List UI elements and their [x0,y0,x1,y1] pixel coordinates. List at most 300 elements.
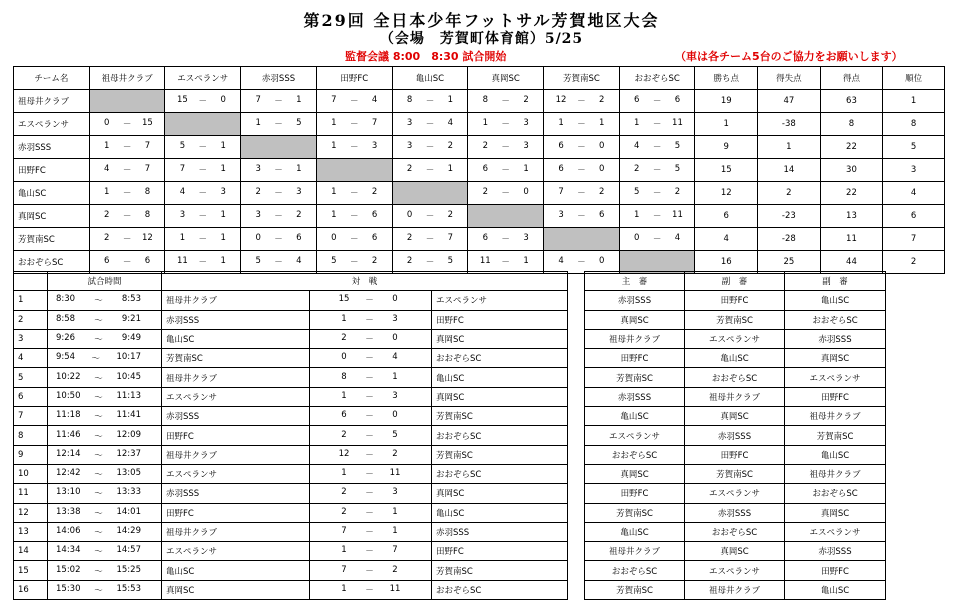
score-dash: － [501,235,510,245]
table-row [14,182,945,205]
assistant-referee: 真岡SC [685,407,785,426]
home-score: 12 [338,448,350,459]
away-team: 芳賀南SC [432,445,568,464]
home-team: 亀山SC [162,561,310,580]
assistant-referee: 真岡SC [785,349,886,368]
end-time: 15:53 [116,583,141,594]
score-dash: － [349,120,359,130]
main-referee: 芳賀南SC [585,368,685,387]
time-tilde: ～ [94,585,103,596]
score-dash: － [501,97,510,107]
score-dash: － [501,143,510,153]
score-against: 11 [672,118,683,128]
table-row [14,464,568,483]
assistant-referee: おおぞらSC [685,368,785,387]
time-tilde: ～ [94,450,103,461]
score-dash: － [652,235,662,245]
home-score: 2 [341,506,347,517]
assistant-referee: 芳賀南SC [685,464,785,483]
start-time: 15:30 [56,583,81,594]
score-for: 6 [482,233,489,243]
score-cell [468,182,544,205]
team-name: 赤羽SSS [14,136,90,159]
score-for: 5 [331,256,337,266]
main-referee: 赤羽SSS [585,387,685,406]
end-time: 14:29 [116,526,141,536]
table-row [14,387,568,406]
team-name: おおぞらSC [14,251,90,274]
score-dash: － [577,166,586,176]
score-against: 2 [599,95,605,105]
score-dash: － [577,189,586,199]
assistant-referee: 田野FC [785,387,886,406]
score-dash: － [365,585,374,596]
home-team: エスペランサ [162,542,310,561]
match-time [48,445,162,464]
table-row [14,310,568,329]
time-tilde: ～ [94,508,103,519]
score-cell [241,228,317,251]
score-dash: － [122,212,132,222]
score-for: 7 [558,187,564,197]
score-for: 1 [634,210,640,220]
score-dash: － [274,212,283,222]
match-score [310,310,432,329]
match-time [48,368,162,387]
rank-cell: 5 [883,136,945,159]
score-for: 5 [179,141,186,151]
score-cell [241,205,317,228]
score-for: 2 [104,210,110,220]
table-row [585,542,886,561]
score-against: 2 [296,210,302,220]
away-team: おおぞらSC [432,464,568,483]
main-referee: 亀山SC [585,522,685,541]
assistant-referee: おおぞらSC [685,522,785,541]
match-score [310,484,432,503]
points-cell: 15 [695,159,758,182]
score-against: 2 [599,187,605,197]
table-row [585,310,886,329]
score-for: 1 [482,118,489,128]
score-dash: － [425,258,435,268]
score-against: 2 [523,95,529,105]
score-cell [89,205,165,228]
score-for: 1 [255,118,261,128]
score-cell [89,182,165,205]
goals-cell: 44 [820,251,883,274]
goals-cell: 63 [820,90,883,113]
match-number: 7 [14,407,48,426]
start-time: 8:58 [56,313,76,324]
score-for: 1 [331,141,337,151]
score-cell [165,159,241,182]
match-score [310,387,432,406]
table-row [14,445,568,464]
score-for: 1 [558,118,564,128]
score-for: 6 [558,141,564,151]
score-dash: － [365,296,374,307]
score-for: 2 [255,187,261,197]
assistant-referee: エスペランサ [685,561,785,580]
score-against: 5 [674,141,681,151]
score-for: 11 [177,256,188,266]
goal-diff-cell: -23 [758,205,821,228]
score-cell [89,159,165,182]
end-time: 11:41 [116,410,141,421]
table-row [585,484,886,503]
score-cell [89,136,165,159]
table-row [14,228,945,251]
assistant-referee: 芳賀南SC [685,310,785,329]
score-dash: － [122,189,132,199]
away-score: 0 [392,294,398,305]
table-row [14,329,568,348]
score-dash: － [425,166,435,176]
score-dash: － [365,354,374,365]
score-against: 4 [296,256,302,266]
score-dash: － [349,212,359,222]
home-score: 2 [341,333,347,344]
main-referee: 祖母井クラブ [585,542,685,561]
match-time [48,542,162,561]
parking-note: （車は各チーム5台のご協力をお願いします） [675,50,903,63]
table-row [585,561,886,580]
end-time: 9:49 [121,333,141,344]
score-for: 1 [331,210,337,220]
score-cell [89,228,165,251]
start-time: 14:34 [56,545,81,556]
score-cell [619,159,695,182]
away-team: 真岡SC [432,329,568,348]
start-time: 11:18 [56,410,81,421]
score-against: 3 [523,233,529,243]
score-dash: － [349,189,359,199]
score-for: 6 [482,164,489,174]
score-for: 1 [331,187,337,197]
end-time: 14:57 [116,545,141,556]
home-score: 1 [341,545,347,556]
match-time [48,426,162,445]
score-against: 3 [523,141,529,151]
goal-diff-cell: 25 [758,251,821,274]
away-team: おおぞらSC [432,580,568,599]
score-cell [619,136,695,159]
match-score [310,445,432,464]
match-time [48,484,162,503]
away-score: 3 [392,390,398,401]
rank-cell: 7 [883,228,945,251]
venue-subtitle: （会場 芳賀町体育館）5/25 [379,31,584,47]
assistant-referee: 真岡SC [785,503,886,522]
assistant-referee: 亀山SC [785,445,886,464]
table-row [585,426,886,445]
away-team: 田野FC [432,310,568,329]
start-time: 12:42 [56,468,81,479]
blank-cell [165,113,241,136]
score-for: 12 [555,95,567,105]
score-for: 2 [406,233,413,243]
score-for: 3 [255,210,261,220]
match-score [310,368,432,387]
start-time: 12:14 [56,448,81,459]
referee-header: 副 審 [785,272,886,291]
score-dash: － [652,189,662,199]
blank-cell [89,90,165,113]
table-row [14,368,568,387]
match-score [310,522,432,541]
start-time: 13:38 [56,506,81,517]
table-row [585,580,886,599]
table-row [585,349,886,368]
match-score [310,503,432,522]
score-dash: － [349,235,359,245]
end-time: 13:05 [116,468,141,479]
schedule-header-row [14,272,568,291]
match-time [48,503,162,522]
home-team: 赤羽SSS [162,310,310,329]
away-team: 田野FC [432,542,568,561]
main-referee: エスペランサ [585,426,685,445]
team-name: 祖母井クラブ [14,90,90,113]
column-header: 真岡SC [468,67,544,90]
main-referee: おおぞらSC [585,561,685,580]
start-time: 15:02 [56,564,81,575]
match-time [48,580,162,599]
column-header: 祖母井クラブ [89,67,165,90]
score-dash: － [349,143,359,153]
table-row [585,522,886,541]
rank-cell: 6 [883,205,945,228]
start-time: 9:26 [56,333,76,344]
score-against: 11 [672,210,683,220]
goal-diff-cell: -28 [758,228,821,251]
score-dash: － [122,120,132,130]
match-number: 15 [14,561,48,580]
assistant-referee: エスペランサ [685,329,785,348]
score-dash: － [122,166,132,176]
score-dash: － [198,189,208,199]
away-score: 3 [392,313,398,324]
goals-cell: 8 [820,113,883,136]
away-team: 亀山SC [432,503,568,522]
score-dash: － [365,470,374,481]
main-referee: 亀山SC [585,407,685,426]
referee-header: 副 審 [685,272,785,291]
score-for: 0 [634,233,640,243]
score-dash: － [274,166,283,176]
blank-cell [544,228,620,251]
match-score [310,464,432,483]
time-tilde: ～ [94,528,103,538]
score-against: 1 [447,164,454,174]
score-for: 1 [634,118,640,128]
score-for: 2 [104,233,110,243]
home-team: エスペランサ [162,464,310,483]
home-score: 0 [341,352,347,363]
table-row [14,484,568,503]
score-dash: － [425,212,435,222]
assistant-referee: エスペランサ [785,368,886,387]
table-row [14,291,568,310]
score-cell [316,136,392,159]
table-row [585,407,886,426]
away-score: 0 [392,333,398,344]
score-against: 3 [296,187,302,197]
score-for: 3 [558,210,564,220]
column-header: 得点 [820,67,883,90]
score-dash: － [349,97,359,107]
score-dash: － [652,166,662,176]
score-for: 7 [331,95,337,105]
away-team: 芳賀南SC [432,407,568,426]
table-row [585,464,886,483]
score-against: 6 [144,256,151,266]
score-against: 8 [144,210,151,220]
match-time [48,310,162,329]
away-team: エスペランサ [432,291,568,310]
assistant-referee: エスペランサ [685,484,785,503]
assistant-referee: おおぞらSC [785,310,886,329]
page-title: 第29回 全日本少年フットサル芳賀地区大会 [303,11,660,30]
score-for: 4 [558,256,564,266]
score-cell [468,228,544,251]
score-dash: － [652,97,662,107]
score-against: 6 [599,210,605,220]
score-dash: － [349,258,359,268]
assistant-referee: 祖母井クラブ [685,580,785,599]
away-score: 2 [392,564,398,575]
score-dash: － [365,489,374,500]
home-team: 田野FC [162,426,310,445]
home-team: 祖母井クラブ [162,445,310,464]
score-against: 6 [296,233,302,243]
home-team: 祖母井クラブ [162,291,310,310]
score-dash: － [425,120,435,130]
points-cell: 6 [695,205,758,228]
score-cell [392,159,468,182]
score-for: 2 [634,164,640,174]
table-row [14,407,568,426]
goals-cell: 22 [820,136,883,159]
time-tilde: ～ [94,489,103,500]
end-time: 14:01 [116,506,141,517]
score-dash: － [365,547,374,558]
score-cell [544,159,620,182]
score-against: 1 [220,210,226,220]
column-header: 赤羽SSS [241,67,317,90]
away-score: 4 [392,352,398,363]
score-cell [619,228,695,251]
referee-header: 主 審 [585,272,685,291]
score-dash: － [577,143,586,153]
score-against: 3 [523,118,529,128]
table-row [585,445,886,464]
match-score [310,580,432,599]
score-cell [165,182,241,205]
time-header: 試合時間 [48,272,162,291]
start-time: 11:46 [56,429,81,440]
home-team: 赤羽SSS [162,484,310,503]
start-time: 8:30 [56,294,76,305]
score-dash: － [577,120,586,130]
column-header: チーム名 [14,67,90,90]
time-tilde: ～ [94,392,103,403]
score-against: 0 [220,95,226,105]
score-dash: － [198,166,208,176]
assistant-referee: 亀山SC [785,580,886,599]
score-cell [165,228,241,251]
score-for: 8 [482,95,489,105]
assistant-referee: 祖母井クラブ [785,464,886,483]
score-for: 6 [558,164,564,174]
home-team: 赤羽SSS [162,407,310,426]
match-time [48,387,162,406]
home-score: 1 [341,390,347,401]
score-cell [544,182,620,205]
score-against: 5 [296,118,302,128]
score-for: 7 [179,164,186,174]
home-team: 真岡SC [162,580,310,599]
match-score [310,291,432,310]
score-dash: － [501,258,510,268]
match-time [48,349,162,368]
blank-cell [392,182,468,205]
away-team: おおぞらSC [432,349,568,368]
no-header [14,272,48,291]
score-for: 0 [104,118,110,128]
away-score: 2 [392,448,398,459]
score-for: 1 [104,141,110,151]
score-for: 11 [479,256,491,266]
score-cell [316,90,392,113]
score-against: 6 [371,210,378,220]
score-against: 6 [674,95,681,105]
home-score: 8 [341,371,347,382]
main-referee: 芳賀南SC [585,580,685,599]
away-score: 0 [392,410,398,421]
table-row [14,136,945,159]
away-score: 5 [392,429,398,440]
match-number: 9 [14,445,48,464]
table-row [585,387,886,406]
score-for: 4 [179,187,186,197]
assistant-referee: 赤羽SSS [785,329,886,348]
score-for: 2 [406,256,413,266]
time-tilde: ～ [94,335,103,346]
score-against: 2 [447,141,454,151]
points-cell: 1 [695,113,758,136]
score-against: 15 [142,118,153,128]
assistant-referee: 赤羽SSS [685,503,785,522]
score-cell [544,90,620,113]
score-for: 4 [634,141,640,151]
score-for: 7 [255,95,261,105]
time-tilde: ～ [94,373,103,384]
score-cell [316,228,392,251]
home-team: 祖母井クラブ [162,522,310,541]
end-time: 11:13 [116,390,141,401]
score-dash: － [365,315,374,326]
score-against: 4 [371,95,378,105]
match-number: 12 [14,503,48,522]
table-row [585,368,886,387]
score-dash: － [122,235,132,245]
score-against: 1 [220,256,226,266]
score-cell [468,159,544,182]
time-tilde: ～ [94,315,103,326]
team-name: 亀山SC [14,182,90,205]
